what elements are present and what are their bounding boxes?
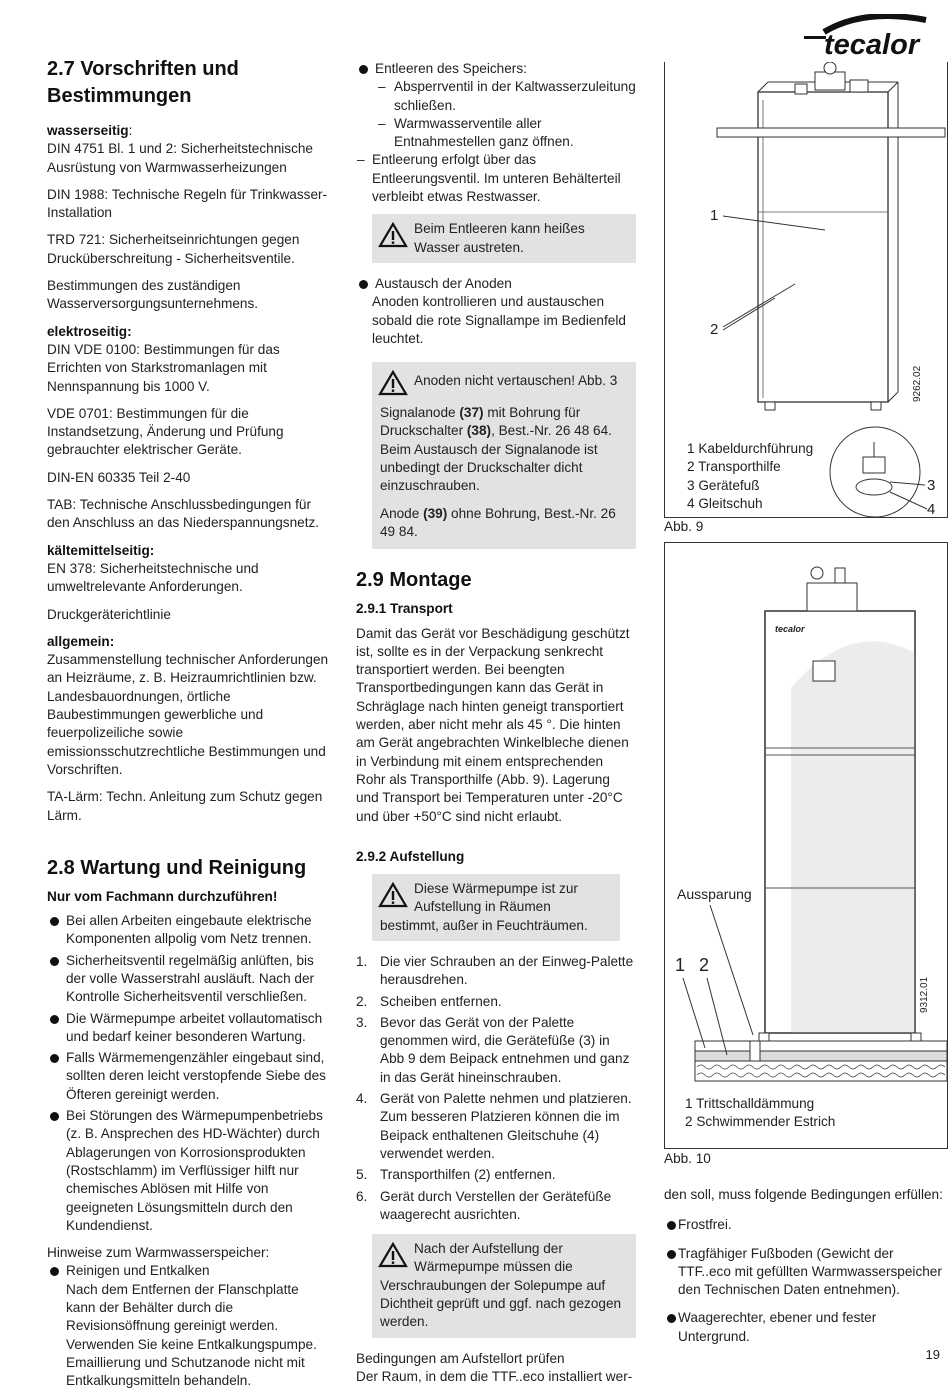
figure-10-drawing [665,543,947,1148]
logo-text: tecalor [824,29,920,58]
warning-icon [378,222,408,248]
warning-text: Beim Entleeren kann heißes Wasser austreten. [414,221,585,255]
reinigen-title: Reinigen und Entkalken [47,1262,330,1280]
legend-item: 2 Transporthilfe [687,459,781,475]
bedingungen-text: Der Raum, in dem die TTF..eco installiert wer- [356,1368,633,1384]
warning-heading: Anoden nicht vertauschen! Abb. 3 [414,373,618,389]
fig10-caption: Abb. 10 [664,1151,711,1166]
rule-druckgeraete: Druckgeräterichtlinie [47,606,171,622]
step-item: 5. Transporthilfen (2) entfernen. [356,1167,556,1183]
list-item: Frostfrei. [664,1216,946,1234]
step-item: 3. Bevor das Gerät von der Palette genommen wird, die Gerätefüße (3) in Abb 9 dem Beipack entnehmen und ganz in das Gerät hineinschrauben. [356,1014,630,1085]
warning-text: Nach der Aufstellung der Wärmepumpe müssen die Verschraubungen der Solepumpe auf Dichtheit geprüft und ggf. nach gezogen werden. [380,1241,622,1330]
fachmann-note: Nur vom Fachmann durchzuführen! [47,888,278,904]
reinigen-text: Nach dem Entfernen der Flanschplatte kann der Behälter durch die Revisionsöffnung gereinigt werden. Verwenden Sie keine Entkalkungspumpe. Emaillierung und Schutzanode nicht mit Entkalkungsmitteln behandeln. [66,1281,317,1389]
tecalor-logo [804,14,942,58]
entleeren-step: – Warmwasserventile aller Entnahmestellen ganz öffnen. [372,115,636,152]
fig10-label-2: 2 [699,955,710,975]
list-item: Waagerechter, ebener und fester Untergrund. [664,1309,946,1346]
rule-ta-laerm: TA-Lärm: Techn. Anleitung zum Schutz gegen Lärm. [47,789,323,823]
entleeren-title: Entleeren des Speichers: [356,60,636,78]
fig9-label-2: 2 [710,321,719,338]
fig10-legend [685,1095,835,1132]
fig9-legend [687,440,813,513]
section-2-8-title: 2.8 Wartung und Reinigung [47,856,307,879]
step-item: 2. Scheiben entfernen. [356,993,502,1009]
fig9-code: 9262.02 [912,365,923,402]
anode-text: Anode (39) ohne Bohrung, Best.-Nr. 26 49 84. [380,505,616,539]
rule-allgemein: Zusammenstellung technischer Anforderungen an Heizräume, z. B. Heizraumrichtlinien bzw. Landesbauordnungen, örtliche Baubestimmungen gewerbliche und feuerpolizeiliche sowie emissionsschutzrechtliche Bestimmungen und Vorschriften. [47,652,329,777]
section-2-9-title: 2.9 Montage [356,569,472,592]
warning-box-entleeren [372,214,636,263]
transport-text: Damit das Gerät vor Beschädigung geschützt ist, sollte es in der Verpackung senkrecht transportiert werden. Bei beengten Transportbedingungen kann das Gerät in Schräglage nach hinten geneigt transportiert werden, aber nicht mehr als 45 °. Die hinten am Gerät angebrachten Winkelbleche dienen in Verbindung mit einem entsprechenden Rohr als Transporthilfe (Abb. 9). Lagerung und Transport bei Temperaturen unter -20°C und über +50°C sind nicht erlaubt. [356,625,630,824]
list-item: Die Wärmepumpe arbeitet vollautomatisch und bedarf keiner besonderen Wartung. [47,1010,330,1047]
aussparung-label: Aussparung [677,886,752,902]
fig9-label-3: 3 [927,477,936,494]
list-item: Tragfähiger Fußboden (Gewicht der TTF..eco mit gefüllten Warmwasserspeicher den Technischen Daten entnehmen). [664,1245,946,1300]
legend-item: 1 Trittschalldämmung [685,1096,815,1111]
column-right-text [664,1186,946,1349]
warning-icon [378,370,408,396]
anoden-title: Austausch der Anoden [356,275,636,293]
rule-tab: TAB: Technische Anschlussbedingungen für den Anschluss an das Niederspannungsnetz. [47,497,320,531]
page-number: 19 [925,1346,940,1362]
fig10-label-1: 1 [675,955,686,975]
signalanode-text: Signalanode (37) mit Bohrung für Druckschalter (38), Best.-Nr. 26 48 64. Beim Austausch der Signalanode ist unbedingt der Druckschalter dicht einzuschrauben. [380,405,612,494]
device-logo: tecalor [775,624,805,634]
anoden-text: Anoden kontrollieren und austauschen sobald die rote Signallampe im Bedienfeld leuchtet. [372,294,626,346]
rule-en60335: DIN-EN 60335 Teil 2-40 [47,469,191,485]
warning-box-anoden [372,362,636,549]
section-2-7-title: 2.7 Vorschriften und Bestimmungen [47,58,239,107]
step-item: 1. Die vier Schrauben an der Einweg-Palette herausdrehen. [356,953,634,988]
legend-item: 1 Kabeldurchführung [687,441,814,456]
step-item: 4. Gerät von Palette nehmen und platzieren. Zum besseren Platzieren können die im Beipack enthaltenen Gleitschuhe (4) verwendet werden. [356,1091,632,1161]
warning-icon [378,1242,408,1268]
elektroseitig-label: elektroseitig: [47,323,132,339]
warning-icon [378,882,408,908]
hinweise-heading: Hinweise zum Warmwasserspeicher: [47,1245,270,1261]
entleeren-step: – Entleerung erfolgt über das Entleerungsventil. Im unteren Behälterteil verbleibt etwas Restwasser. [356,151,636,206]
rule-vde0100: DIN VDE 0100: Bestimmungen für das Errichten von Starkstromanlagen mit Nennspannung bis 1000 V. [47,341,280,394]
rule-wasserversorgung: Bestimmungen des zuständigen Wasserversorgungsunternehmens. [47,278,259,312]
legend-item: 2 Schwimmender Estrich [685,1114,836,1130]
list-item: Sicherheitsventil regelmäßig anlüften, bis der volle Wasserstrahl ausläuft. Nach der Kontrolle Sicherheitsventil verschließen. [47,952,330,1007]
figure-9 [664,62,948,518]
legend-item: 3 Gerätefuß [687,477,760,493]
step-item: 6. Gerät durch Verstellen der Gerätefüße waagerecht ausrichten. [356,1188,612,1222]
warning-box-aufstellung [372,874,620,941]
section-2-9-1-title: 2.9.1 Transport [356,601,453,617]
legend-item: 4 Gleitschuh [687,495,763,511]
list-item: Bei allen Arbeiten eingebaute elektrische Komponenten allpolig vom Netz trennen. [47,912,330,949]
figure-10 [664,542,948,1149]
list-item: Falls Wärmemengenzähler eingebaut sind, sollten deren leicht verstopfende Siebe des Öfteren gereinigt werden. [47,1049,330,1104]
bedingungen-intro: den soll, muss folgende Bedingungen erfüllen: [664,1187,943,1202]
rule-en378: EN 378: Sicherheitstechnische und umweltrelevante Anforderungen. [47,560,259,595]
column-left: 2.7 Vorschriften und Bestimmungen wasserseitig: DIN 4751 Bl. 1 und 2: Sicherheitstechnische Ausrüstung von Warmwasserheizungen DIN 1988: Technische Regeln für Trinkwasser-Installation TRD 721: Sicherheitseinrichtungen gegen Drucküberschreitung - Sicherheitsventile. Bestimmungen des zuständigen Wasserversorgungsunternehmens. elektroseitig: DIN VDE 0100: Bestimmungen für das Errichten von Starkstromanlagen mit Nennspannung bis 1000 V. VDE 0701: Bestimmungen für die Instandsetzung, Änderung und Prüfung gebrauchter elektrischer Geräte. DIN-EN 60335 Teil 2-40 TAB: Technische Anschlussbedingungen für den Anschluss an das Niederspannungsnetz. kältemittelseitig: EN 378: Sicherheitstechnische und umweltrelevante Anforderungen. Druckgeräterichtlinie allgemein: Zusammenstellung technischer Anforderungen an Heizräume, z. B. Heizraumrichtlinien bzw. Landesbauordnungen, örtliche Baubestimmungen gewerbliche und feuerpolizeiliche sowie emissionsschutzrechtliche Bestimmungen und Vorschriften. TA-Lärm: Techn. Anleitung zum Schutz gegen Lärm. 2.8 Wartung und Reinigung Nur vom Fachmann durchzuführen! Bei allen Arbeiten eingebaute elektrische Komponenten allpolig vom Netz trennen. Sicherheitsventil regelmäßig anlüften, bis der volle Wasserstrahl ausläuft. Nach der Kontrolle Sicherheitsventil verschließen. Die Wärmepumpe arbeitet vollautomatisch und bedarf keiner besonderen Wartung. Falls Wärmemengenzähler eingebaut sind, sollten deren leicht verstopfende Siebe des Öfteren gereinigt werden. Bei Störungen des Wärmepumpenbetriebs (z. B. Ansprechen des HD-Wächter) durch Ablagerungen von Korrosionsprodukten (Rostschlamm) im Verflüssiger hilft nur chemisches Ablösen mit Hilfe von geeigneten Lösungsmitteln durch den Kundendienst. Hinweise zum Warmwasserspeicher: Reinigen und Entkalken Nach dem Entfernen der Flanschplatte kann der Behälter durch die Revisionsöffnung gereinigt werden. Verwenden Sie keine Entkalkungspumpe. Emaillierung und Schutzanode nicht mit Entkalkungsmitteln behandeln. [47,56,330,1391]
fig9-label-4: 4 [927,501,936,517]
bedingungen-title: Bedingungen am Aufstellort prüfen [356,1350,565,1366]
wasserseitig-label: wasserseitig [47,123,129,138]
kaeltemittelseitig-label: kältemittelseitig: [47,542,155,558]
fig9-caption: Abb. 9 [664,519,704,534]
rule-vde0701: VDE 0701: Bestimmungen für die Instandsetzung, Änderung und Prüfung gebrauchter elektrischer Geräte. [47,405,284,458]
fig10-code: 9312.01 [919,976,930,1013]
allgemein-label: allgemein: [47,633,115,649]
section-2-9-2-title: 2.9.2 Aufstellung [356,848,465,864]
fig9-label-1: 1 [710,207,719,224]
warning-box-solepumpe [372,1234,636,1337]
entleeren-step: – Absperrventil in der Kaltwasserzuleitung schließen. [372,78,636,115]
rule-din1988: DIN 1988: Technische Regeln für Trinkwasser-Installation [47,186,328,221]
rule-din4751: DIN 4751 Bl. 1 und 2: Sicherheitstechnische Ausrüstung von Warmwasserheizungen [47,141,313,175]
list-item: Bei Störungen des Wärmepumpenbetriebs (z. B. Ansprechen des HD-Wächter) durch Ablagerungen von Korrosionsprodukten (Rostschlamm) im Verflüssiger hilft nur chemisches Ablösen mit Hilfe von geeigneten Lösungsmitteln durch den Kundendienst. [47,1107,330,1235]
warning-text: Diese Wärmepumpe ist zur Aufstellung in Räumen bestimmt, außer in Feuchträumen. [380,881,588,933]
rule-trd721: TRD 721: Sicherheitseinrichtungen gegen Drucküberschreitung - Sicherheitsventile. [47,232,300,266]
column-middle [356,60,636,1386]
